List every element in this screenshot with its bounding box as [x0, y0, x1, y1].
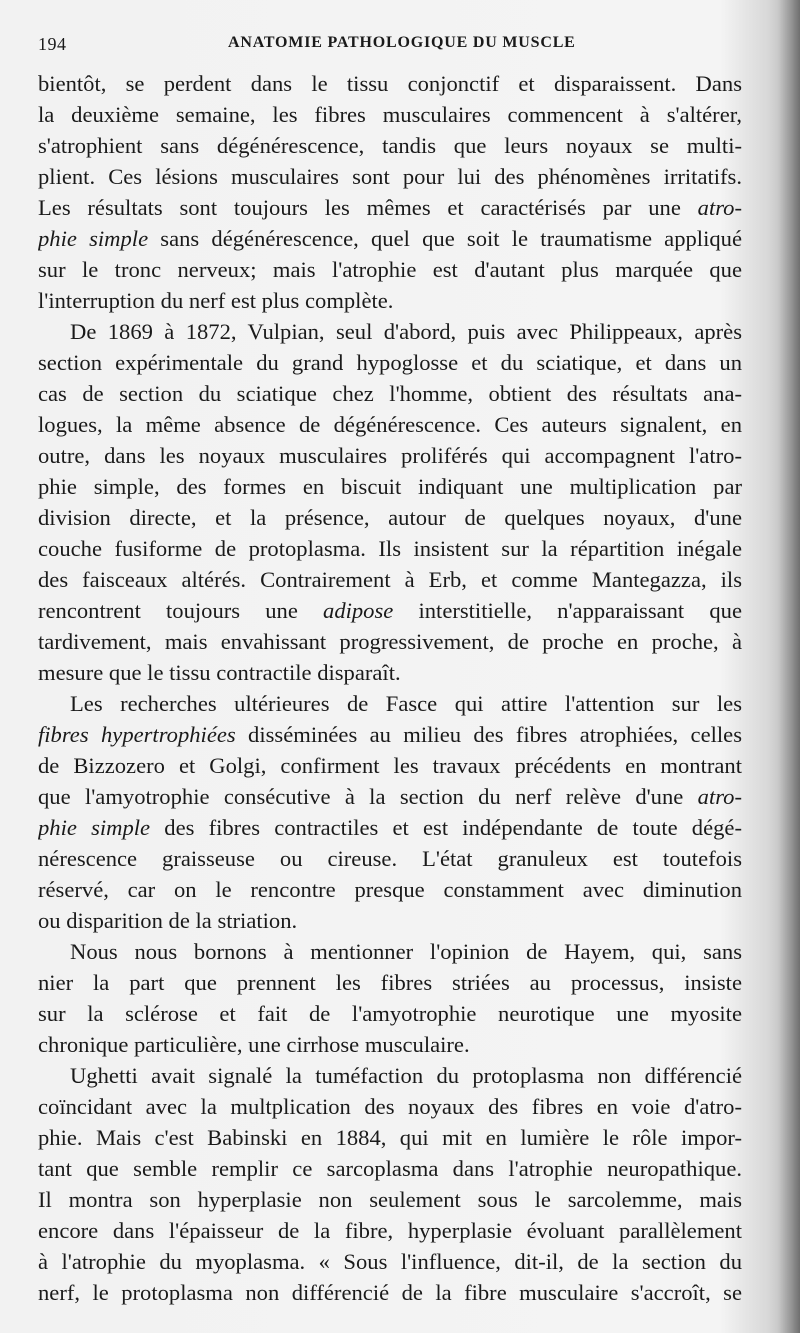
text-line: section expérimentale du grand hypoglosse et du sciatique, et dans un [38, 350, 742, 375]
text-line: que l'amyotrophie consécutive à la section du nerf relève d'une atro- [38, 784, 742, 809]
text-line: à l'atrophie du myoplasma. « Sous l'influence, dit-il, de la section du [38, 1249, 742, 1274]
text-line: s'atrophient sans dégénérescence, tandis que leurs noyaux se multi- [38, 133, 742, 158]
text-line: phie simple sans dégénérescence, quel que soit le traumatisme appliqué [38, 226, 742, 251]
text-line: encore dans l'épaisseur de la fibre, hyperplasie évoluant parallèlement [38, 1218, 742, 1243]
text-line: ou disparition de la striation. [38, 908, 298, 933]
book-spine-shadow [778, 0, 800, 1333]
text-line: mesure que le tissu contractile disparaît. [38, 660, 401, 685]
text-line: bientôt, se perdent dans le tissu conjonctif et disparaissent. Dans [38, 71, 742, 96]
text-line: coïncidant avec la multplication des noyaux des fibres en voie d'atro- [38, 1094, 742, 1119]
text-line: division directe, et la présence, autour de quelques noyaux, d'une [38, 505, 742, 530]
text-line: des faisceaux altérés. Contrairement à Erb, et comme Mantegazza, ils [38, 567, 742, 592]
text-line: Les résultats sont toujours les mêmes et caractérisés par une atro- [38, 195, 742, 220]
italic-term: phie simple [38, 226, 149, 251]
text-line: sur le tronc nerveux; mais l'atrophie est d'autant plus marquée que [38, 257, 742, 282]
text-line: couche fusiforme de protoplasma. Ils insistent sur la répartition inégale [38, 536, 742, 561]
text-line: l'interruption du nerf est plus complète. [38, 288, 394, 313]
text-line: Nous nous bornons à mentionner l'opinion de Hayem, qui, sans [70, 939, 742, 964]
italic-term: phie simple [38, 815, 151, 840]
text-line: phie simple, des formes en biscuit indiquant une multiplication par [38, 474, 742, 499]
text-line: cas de section du sciatique chez l'homme, obtient des résultats ana- [38, 381, 742, 406]
text-line: tardivement, mais envahissant progressivement, de proche en proche, à [38, 629, 742, 654]
text-line: réservé, car on le rencontre presque constamment avec diminution [38, 877, 742, 902]
italic-term: atro- [697, 195, 742, 220]
text-line: De 1869 à 1872, Vulpian, seul d'abord, puis avec Philippeaux, après [70, 319, 742, 344]
text-line: nerf, le protoplasma non différencié de la fibre musculaire s'accroît, se [38, 1280, 742, 1305]
text-line: nier la part que prennent les fibres striées au processus, insiste [38, 970, 742, 995]
italic-term: fibres hypertrophiées [38, 722, 236, 747]
text-line: nérescence graisseuse ou cireuse. L'état granuleux est toutefois [38, 846, 742, 871]
page-number: 194 [38, 34, 67, 54]
text-line: phie simple des fibres contractiles et est indépendante de toute dégé- [38, 815, 742, 840]
text-line: phie. Mais c'est Babinski en 1884, qui mit en lumière le rôle impor- [38, 1125, 742, 1150]
italic-term: adipose [323, 598, 394, 623]
running-head: ANATOMIE PATHOLOGIQUE DU MUSCLE [228, 34, 576, 51]
text-line: chronique particulière, une cirrhose musculaire. [38, 1032, 470, 1057]
page-header [38, 34, 738, 60]
text-line: tant que semble remplir ce sarcoplasma dans l'atrophie neuropathique. [38, 1156, 742, 1181]
text-line: plient. Ces lésions musculaires sont pour lui des phénomènes irritatifs. [38, 164, 742, 189]
text-line: fibres hypertrophiées disséminées au milieu des fibres atrophiées, celles [38, 722, 742, 747]
italic-term: atro- [697, 784, 742, 809]
text-line: Ughetti avait signalé la tuméfaction du protoplasma non différencié [70, 1063, 742, 1088]
text-line: logues, la même absence de dégénérescence. Ces auteurs signalent, en [38, 412, 742, 437]
body-text [38, 68, 742, 1308]
text-line: rencontrent toujours une adipose interstitielle, n'apparaissant que [38, 598, 742, 623]
text-line: la deuxième semaine, les fibres musculaires commencent à s'altérer, [38, 102, 742, 127]
text-line: de Bizzozero et Golgi, confirment les travaux précédents en montrant [38, 753, 742, 778]
text-line: Les recherches ultérieures de Fasce qui attire l'attention sur les [70, 691, 742, 716]
text-line: outre, dans les noyaux musculaires proliférés qui accompagnent l'atro- [38, 443, 742, 468]
text-line: sur la sclérose et fait de l'amyotrophie neurotique une myosite [38, 1001, 742, 1026]
text-line: Il montra son hyperplasie non seulement sous le sarcolemme, mais [38, 1187, 742, 1212]
